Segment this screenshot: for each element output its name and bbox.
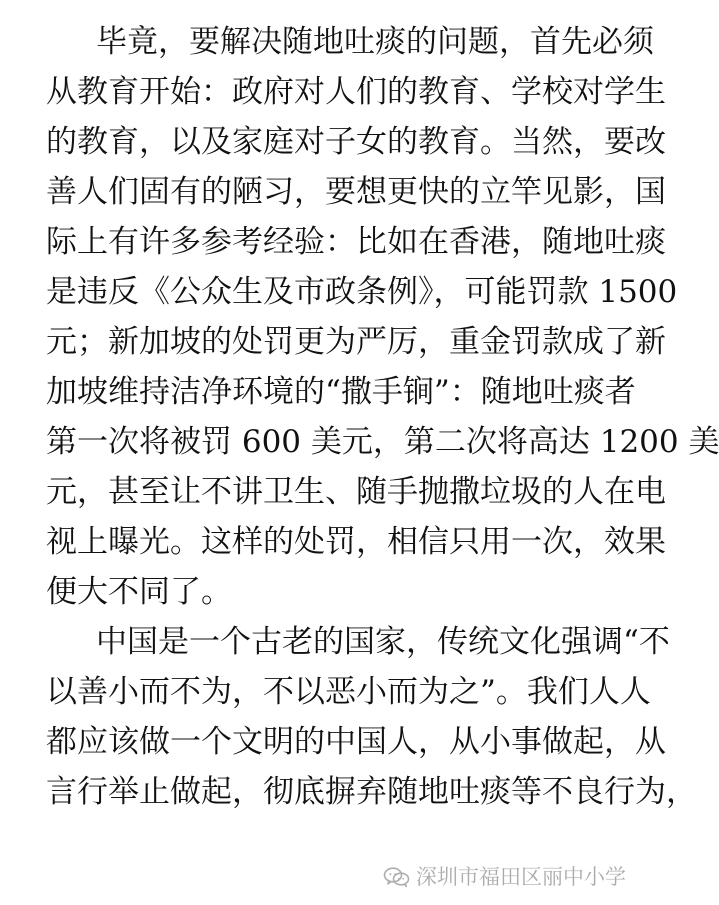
paragraph-1-line-11: 视上曝光。这样的处罚，相信只用一次，效果 [46, 524, 666, 560]
paragraph-1-line-1: 毕竟，要解决随地吐痰的问题，首先必须 [96, 24, 654, 60]
paragraph-1-line-7: 元；新加坡的处罚更为严厉，重金罚款成了新 [46, 324, 666, 360]
wechat-watermark [382, 865, 626, 889]
paragraph-1-line-10: 元，甚至让不讲卫生、随手抛撒垃圾的人在电 [46, 474, 666, 510]
paragraph-2-line-3: 都应该做一个文明的中国人，从小事做起，从 [46, 724, 666, 760]
paragraph-2-line-1: 中国是一个古老的国家，传统文化强调“不 [96, 624, 670, 660]
paragraph-1-line-3: 的教育，以及家庭对子女的教育。当然，要改 [46, 124, 666, 160]
paragraph-1-line-2: 从教育开始：政府对人们的教育、学校对学生 [46, 74, 666, 110]
paragraph-1-line-9: 第一次将被罚 600 美元，第二次将高达 1200 美 [46, 424, 719, 460]
paragraph-1-line-4: 善人们固有的陋习，要想更快的立竿见影，国 [46, 174, 666, 210]
paragraph-1-line-5: 际上有许多参考经验：比如在香港，随地吐痰 [46, 224, 666, 260]
paragraph-1-line-6: 是违反《公众生及市政条例》，可能罚款 1500 [46, 274, 678, 310]
watermark-text: 深圳市福田区丽中小学 [416, 865, 626, 889]
wechat-icon [382, 865, 412, 889]
paragraph-2-line-2: 以善小而不为，不以恶小而为之”。我们人人 [46, 674, 651, 710]
paragraph-2-line-4: 言行举止做起，彻底摒弃随地吐痰等不良行为， [46, 774, 697, 810]
paragraph-1-line-8: 加坡维持洁净环境的“撒手锏”：随地吐痰者 [46, 374, 636, 410]
paragraph-1-line-12: 便大不同了。 [46, 574, 232, 610]
